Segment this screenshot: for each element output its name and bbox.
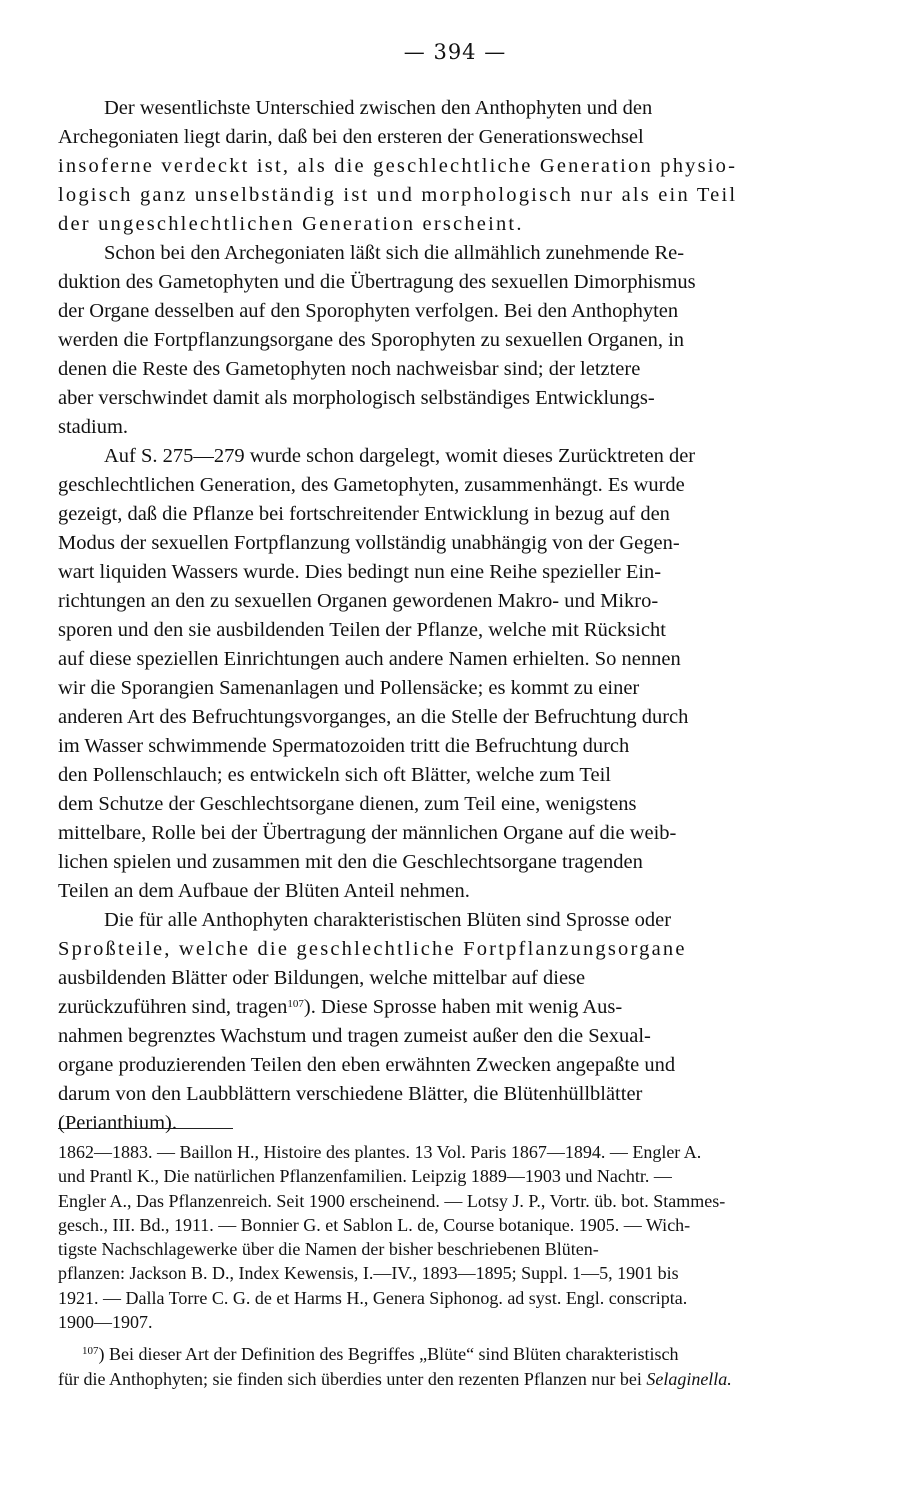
text-line: Schon bei den Archegoniaten läßt sich die allmählich zunehmende Re- [104, 242, 685, 264]
text-line: dem Schutze der Geschlechtsorgane dienen, zum Teil eine, wenigstens [58, 793, 637, 815]
footnote-line [58, 1342, 863, 1366]
text-line: der Organe desselben auf den Sporophyten verfolgen. Bei den Anthophyten [58, 300, 679, 322]
text-line: richtungen an den zu sexuellen Organen gewordenen Makro- und Mikro- [58, 590, 659, 612]
text-line: stadium. [58, 416, 129, 438]
footnote-line: 1862—1883. — Baillon H., Histoire des plantes. 13 Vol. Paris 1867—1894. — Engler A. [58, 1142, 702, 1162]
footnote-line: tigste Nachschlagewerke über die Namen der bisher beschriebenen Blüten- [58, 1239, 599, 1260]
text-line: den Pollenschlauch; es entwickeln sich oft Blätter, welche zum Teil [58, 764, 611, 786]
paragraph-2 [58, 239, 863, 442]
text-line: (Perianthium). [58, 1112, 177, 1134]
text-line: logisch ganz unselbständig ist und morphologisch nur als ein Teil [58, 184, 738, 206]
text-line: im Wasser schwimmende Spermatozoiden tritt die Befruchtung durch [58, 735, 630, 757]
text-line: auf diese speziellen Einrichtungen auch andere Namen erhielten. So nennen [58, 648, 681, 670]
footnote-divider [58, 1128, 233, 1129]
paragraph-1 [58, 94, 863, 239]
paragraph-3 [58, 442, 863, 906]
text-line: Sproßteile, welche die geschlechtliche Fortpflanzungsorgane [58, 938, 687, 960]
footnote-line [58, 1367, 863, 1391]
text-line: anderen Art des Befruchtungsvorganges, an die Stelle der Befruchtung durch [58, 706, 689, 728]
text-line: wart liquiden Wassers wurde. Dies bedingt nun eine Reihe spezieller Ein- [58, 561, 662, 583]
text-line: geschlechtlichen Generation, des Gametophyten, zusammenhängt. Es wurde [58, 474, 685, 496]
footnote-line: pflanzen: Jackson B. D., Index Kewensis, I.—IV., 1893—1895; Suppl. 1—5, 1901 bis [58, 1263, 679, 1284]
footnote-continuation [58, 1140, 863, 1334]
footnote-marker: 107 [82, 1345, 99, 1358]
text-line: Modus der sexuellen Fortpflanzung vollständig unabhängig von der Gegen- [58, 532, 680, 554]
footnote-line: und Prantl K., Die natürlichen Pflanzenfamilien. Leipzig 1889—1903 und Nachtr. — [58, 1166, 672, 1187]
text-line: Archegoniaten liegt darin, daß bei den ersteren der Generationswechsel [58, 126, 644, 148]
footnote-line: Engler A., Das Pflanzenreich. Seit 1900 erscheinend. — Lotsy J. P., Vortr. üb. bot. Stammes- [58, 1190, 726, 1211]
footnote-line: gesch., III. Bd., 1911. — Bonnier G. et Sablon L. de, Course botanique. 1905. — Wich- [58, 1214, 691, 1235]
footnotes [58, 1140, 863, 1391]
paragraph-4 [58, 906, 863, 1138]
taxon-name: Selaginella. [646, 1368, 732, 1389]
text-fragment: ). Diese Sprosse haben mit wenig Aus- [303, 996, 623, 1018]
page-number: — 394 — [403, 40, 507, 64]
text-line: ausbildenden Blätter oder Bildungen, welche mittelbar auf diese [58, 967, 586, 989]
text-line: insoferne verdeckt ist, als die geschlechtliche Generation physio- [58, 155, 738, 177]
footnote-ref-107[interactable]: 107 [287, 998, 304, 1010]
text-line: duktion des Gametophyten und die Übertragung des sexuellen Dimorphismus [58, 271, 696, 293]
text-fragment: ) Bei dieser Art der Definition des Begriffes „Blüte“ sind Blüten charakteristisch [98, 1344, 679, 1365]
text-line [58, 993, 863, 1022]
text-line: werden die Fortpflanzungsorgane des Sporophyten zu sexuellen Organen, in [58, 329, 685, 351]
text-line: wir die Sporangien Samenanlagen und Pollensäcke; es kommt zu einer [58, 677, 640, 699]
text-line: nahmen begrenztes Wachstum und tragen zumeist außer den die Sexual- [58, 1025, 651, 1047]
text-line: Auf S. 275—279 wurde schon dargelegt, womit dieses Zurücktreten der [104, 445, 696, 467]
text-line: sporen und den sie ausbildenden Teilen der Pflanze, welche mit Rücksicht [58, 619, 666, 641]
text-line: mittelbare, Rolle bei der Übertragung der männlichen Organe auf die weib- [58, 822, 677, 844]
text-line: darum von den Laubblättern verschiedene Blätter, die Blütenhüllblätter [58, 1083, 643, 1105]
text-line: gezeigt, daß die Pflanze bei fortschreitender Entwicklung in bezug auf den [58, 503, 670, 525]
footnote-line: 1900—1907. [58, 1312, 153, 1333]
text-line: Die für alle Anthophyten charakteristischen Blüten sind Sprosse oder [104, 909, 672, 931]
text-line: denen die Reste des Gametophyten noch nachweisbar sind; der letztere [58, 358, 641, 380]
text-line: der ungeschlechtlichen Generation erscheint. [58, 213, 524, 235]
text-line: Der wesentlichste Unterschied zwischen den Anthophyten und den [104, 97, 653, 119]
footnote-line: 1921. — Dalla Torre C. G. de et Harms H., Genera Siphonog. ad syst. Engl. conscripta. [58, 1287, 688, 1308]
text-line: organe produzierenden Teilen den eben erwähnten Zwecken angepaßte und [58, 1054, 676, 1076]
text-line: aber verschwindet damit als morphologisch selbständiges Entwicklungs- [58, 387, 655, 409]
main-text [58, 94, 863, 1138]
text-line: Teilen an dem Aufbaue der Blüten Anteil nehmen. [58, 880, 470, 902]
footnote-107 [58, 1342, 863, 1391]
text-line: lichen spielen und zusammen mit den die Geschlechtsorgane tragenden [58, 851, 643, 873]
text-fragment: für die Anthophyten; sie finden sich überdies unter den rezenten Pflanzen nur bei [58, 1368, 647, 1389]
text-fragment: zurückzuführen sind, tragen [58, 996, 288, 1018]
